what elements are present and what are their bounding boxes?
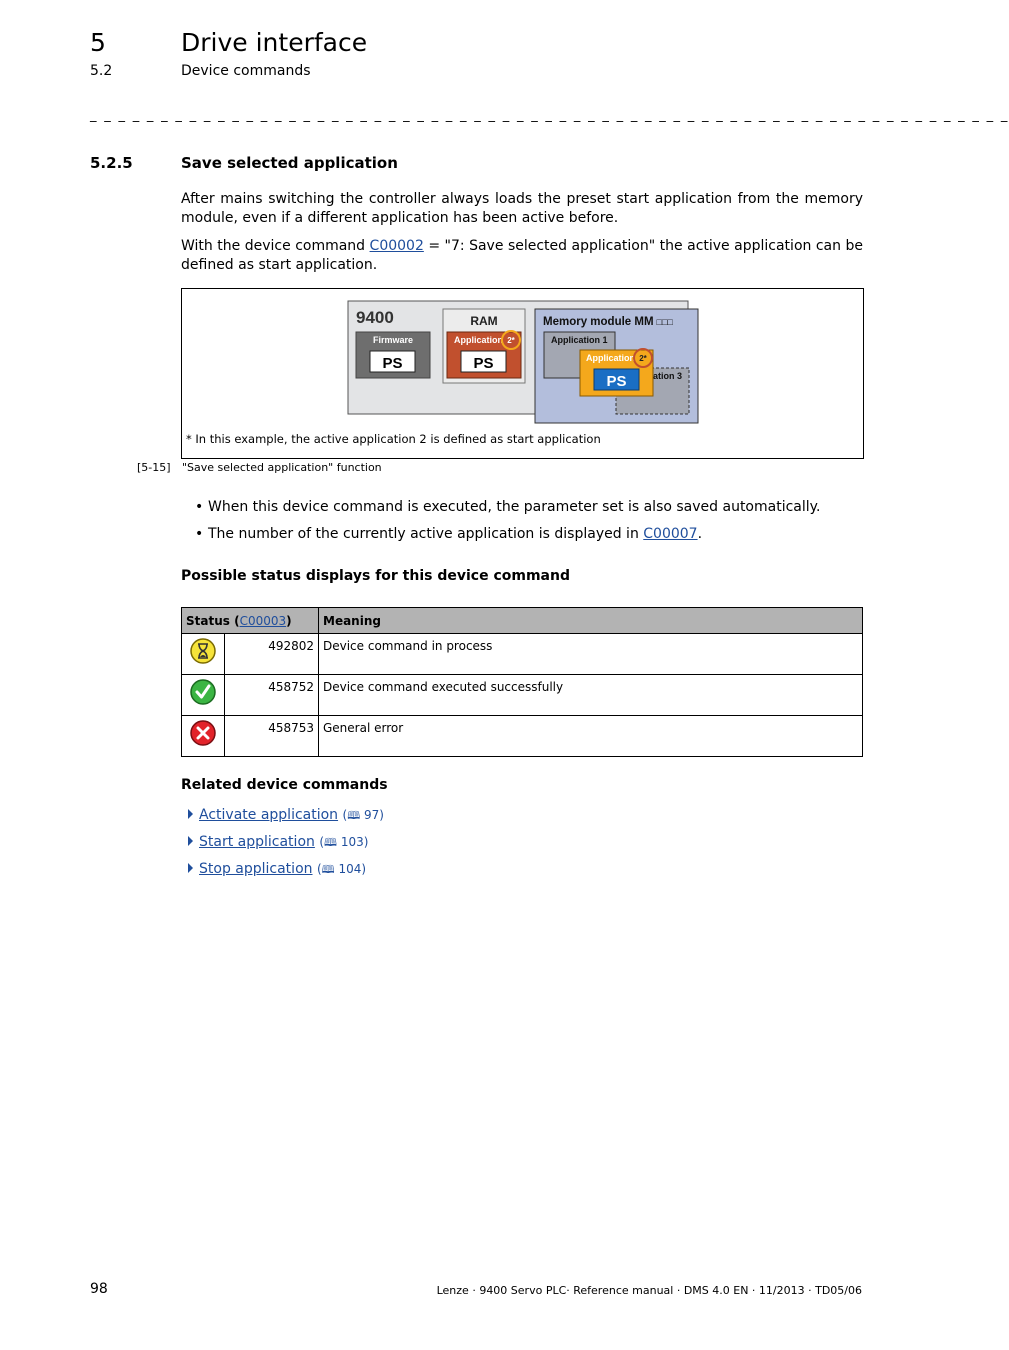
status-icon-cell	[182, 716, 225, 757]
stop-application-link[interactable]: Stop application	[199, 861, 313, 877]
firmware-ps-label: PS	[382, 355, 403, 372]
bullet-text: .	[697, 526, 703, 542]
status-table	[181, 607, 863, 757]
header-text: Status (	[186, 613, 240, 628]
active-application-label: Application	[586, 353, 635, 363]
command-paragraph	[181, 237, 863, 275]
intro-paragraph: After mains switching the controller always loads the preset start application from the memory module, even if a different application has been active before.	[181, 191, 863, 226]
subsection-title: Save selected application	[181, 154, 398, 172]
related-item	[181, 859, 384, 886]
table-header-row	[182, 608, 863, 634]
page-number: 104	[338, 862, 362, 876]
status-meaning: Device command executed successfully	[319, 675, 863, 716]
bullet-list	[181, 496, 820, 550]
header-separator: _ _ _ _ _ _ _ _ _ _ _ _ _ _ _ _ _ _ _ _ _ _ _ _ _ _ _ _ _ _ _ _ _ _ _ _ _ _ _ _ _ _ _ _ _ _ _ _ _ _ _ _ _ _ _ _ _ _ _ _ _ _ _ _ _	[90, 108, 1009, 123]
para-text: With the device command	[181, 238, 370, 254]
c00002-link[interactable]: C00002	[369, 238, 424, 254]
ram-ps-label: PS	[473, 355, 494, 372]
active-ps-label: PS	[606, 373, 627, 390]
status-icon-cell	[182, 634, 225, 675]
error-icon	[190, 720, 216, 746]
footer-text: Lenze · 9400 Servo PLC· Reference manual · DMS 4.0 EN · 11/2013 · TD05/06	[436, 1284, 862, 1297]
meaning-column-header: Meaning	[319, 608, 863, 634]
activate-application-link[interactable]: Activate application	[199, 807, 339, 823]
chapter-title: Drive interface	[181, 28, 368, 57]
figure-caption-number: [5-15]	[137, 461, 171, 474]
chapter-number: 5	[90, 28, 106, 57]
figure-frame	[181, 288, 864, 459]
status-icon-cell	[182, 675, 225, 716]
bullet-text: The number of the currently active application is displayed in	[208, 526, 644, 542]
page-reference[interactable]: (🕮 103)	[319, 835, 369, 849]
mm-label-suffix: □□□	[656, 317, 673, 327]
subsection-number: 5.2.5	[90, 154, 133, 172]
app3-label: ation 3	[653, 371, 683, 381]
active-marker-label: 2*	[639, 354, 647, 363]
section-title: Device commands	[181, 63, 311, 79]
ram-label: RAM	[470, 314, 498, 328]
figure-caption-text: "Save selected application" function	[182, 461, 382, 474]
book-icon: 🕮	[321, 863, 335, 876]
status-code: 458753	[224, 716, 318, 757]
bullet-item: • When this device command is executed, the parameter set is also saved automatically.	[181, 496, 820, 523]
page-number: 98	[90, 1281, 108, 1297]
ram-marker-label: 2*	[507, 336, 515, 345]
status-column-header	[182, 608, 319, 634]
bullet-item	[181, 523, 820, 550]
status-code: 458752	[224, 675, 318, 716]
section-number: 5.2	[90, 63, 113, 79]
ram-application-label: Application	[454, 335, 503, 345]
para-text: = "7: Save selected application" the active application can be defined as start application.	[181, 238, 863, 273]
start-application-link[interactable]: Start application	[199, 834, 315, 850]
related-heading: Related device commands	[181, 777, 388, 793]
hourglass-icon	[190, 638, 216, 664]
status-meaning: General error	[319, 716, 863, 757]
status-meaning: Device command in process	[319, 634, 863, 675]
firmware-label: Firmware	[372, 335, 414, 345]
arrow-right-icon	[188, 809, 193, 819]
c00007-link[interactable]: C00007	[643, 526, 698, 542]
related-list	[181, 805, 384, 886]
page-number: 103	[340, 835, 364, 849]
page-reference[interactable]: (🕮 104)	[316, 862, 367, 876]
book-icon: 🕮	[347, 809, 361, 822]
related-item	[181, 805, 384, 832]
figure-footnote: * In this example, the active application 2 is defined as start application	[186, 432, 601, 446]
status-code: 492802	[224, 634, 318, 675]
arrow-right-icon	[188, 863, 193, 873]
table-row	[182, 634, 863, 675]
arrow-right-icon	[188, 836, 193, 846]
device-label: 9400	[356, 308, 394, 327]
app1-label: Application 1	[551, 335, 608, 345]
mm-label-text: Memory module MM	[543, 316, 654, 328]
book-icon: 🕮	[324, 836, 338, 849]
page-reference[interactable]: (🕮 97)	[342, 808, 384, 822]
header-text: )	[286, 613, 292, 628]
related-item	[181, 832, 384, 859]
status-heading: Possible status displays for this device command	[181, 568, 570, 584]
check-icon	[190, 679, 216, 705]
c00003-link[interactable]: C00003	[239, 613, 287, 628]
table-row	[182, 675, 863, 716]
table-row	[182, 716, 863, 757]
page-number: 97	[364, 808, 380, 822]
